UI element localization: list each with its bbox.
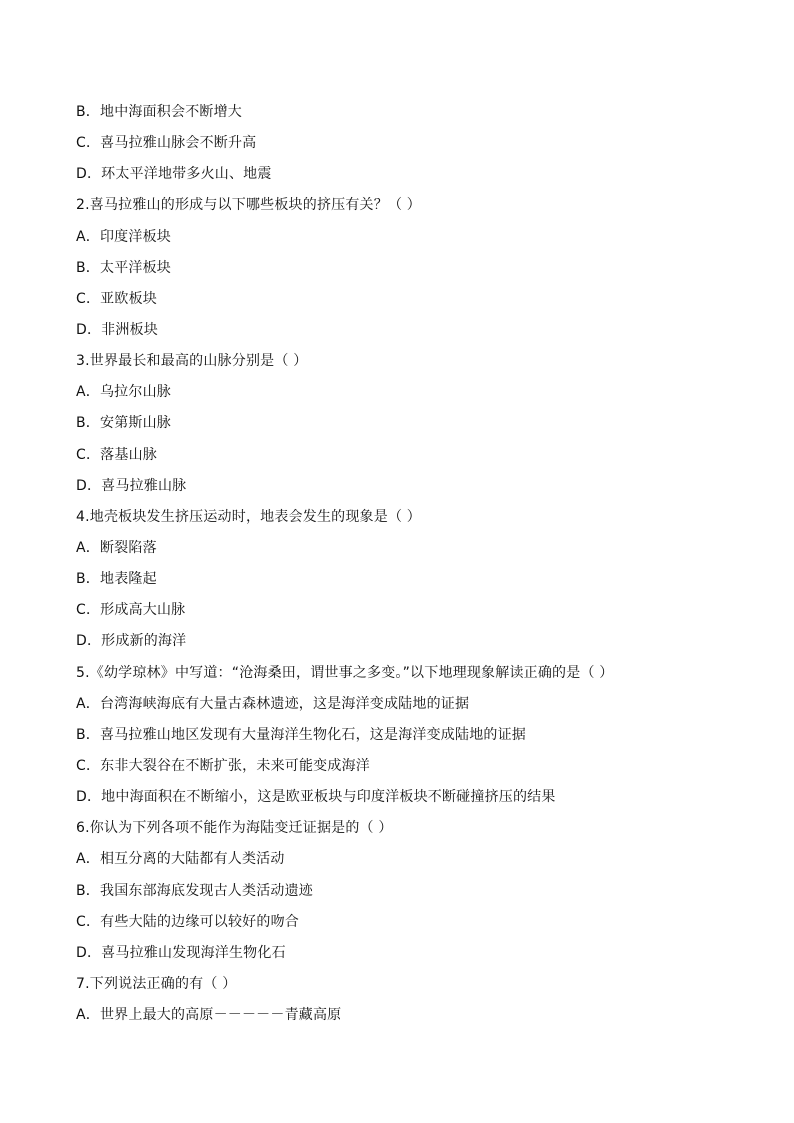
q3-option-d: D．喜马拉雅山脉 bbox=[76, 477, 187, 494]
q4-option-b: B．地表隆起 bbox=[76, 571, 157, 588]
q4-option-d: D．形成新的海洋 bbox=[76, 633, 187, 650]
q4-option-c: C．形成高大山脉 bbox=[76, 602, 186, 619]
q7-option-a: A．世界上最大的高原－－－－－青藏高原 bbox=[76, 1007, 342, 1024]
q2-option-c: C．亚欧板块 bbox=[76, 290, 157, 307]
question-5: 5.《幼学琼林》中写道：“沧海桑田，谓世事之多变。”以下地理现象解读正确的是（ ） bbox=[76, 664, 614, 681]
q2-option-d: D．非洲板块 bbox=[76, 321, 158, 338]
q3-option-a: A．乌拉尔山脉 bbox=[76, 384, 171, 401]
q5-option-d: D．地中海面积在不断缩小，这是欧亚板块与印度洋板块不断碰撞挤压的结果 bbox=[76, 789, 556, 806]
q2-option-b: B．太平洋板块 bbox=[76, 259, 172, 276]
q6-option-a: A．相互分离的大陆都有人类活动 bbox=[76, 851, 285, 868]
option-d-pacific-volcanoes: D．环太平洋地带多火山、地震 bbox=[76, 166, 272, 183]
q2-option-a: A．印度洋板块 bbox=[76, 228, 171, 245]
question-2: 2.喜马拉雅山的形成与以下哪些板块的挤压有关？（ ） bbox=[76, 197, 422, 214]
q5-option-b: B．喜马拉雅山地区发现有大量海洋生物化石，这是海洋变成陆地的证据 bbox=[76, 726, 527, 743]
question-6: 6.你认为下列各项不能作为海陆变迁证据是的（ ） bbox=[76, 820, 393, 837]
question-7: 7.下列说法正确的有（ ） bbox=[76, 975, 237, 992]
q6-option-b: B．我国东部海底发现古人类活动遗迹 bbox=[76, 882, 314, 899]
question-3: 3.世界最长和最高的山脉分别是（ ） bbox=[76, 353, 308, 370]
option-c-himalaya-rises: C．喜马拉雅山脉会不断升高 bbox=[76, 135, 257, 152]
q3-option-c: C．落基山脉 bbox=[76, 446, 157, 463]
q3-option-b: B．安第斯山脉 bbox=[76, 415, 172, 432]
q4-option-a: A．断裂陷落 bbox=[76, 539, 157, 556]
q5-option-c: C．东非大裂谷在不断扩张，未来可能变成海洋 bbox=[76, 757, 370, 774]
q6-option-d: D．喜马拉雅山发现海洋生物化石 bbox=[76, 944, 286, 961]
question-content bbox=[76, 97, 726, 1031]
option-b-mediterranean-grows: B．地中海面积会不断增大 bbox=[76, 104, 243, 120]
q6-option-c: C．有些大陆的边缘可以较好的吻合 bbox=[76, 913, 299, 930]
q5-option-a: A．台湾海峡海底有大量古森林遗迹，这是海洋变成陆地的证据 bbox=[76, 695, 470, 712]
question-4: 4.地壳板块发生挤压运动时，地表会发生的现象是（ ） bbox=[76, 508, 422, 525]
